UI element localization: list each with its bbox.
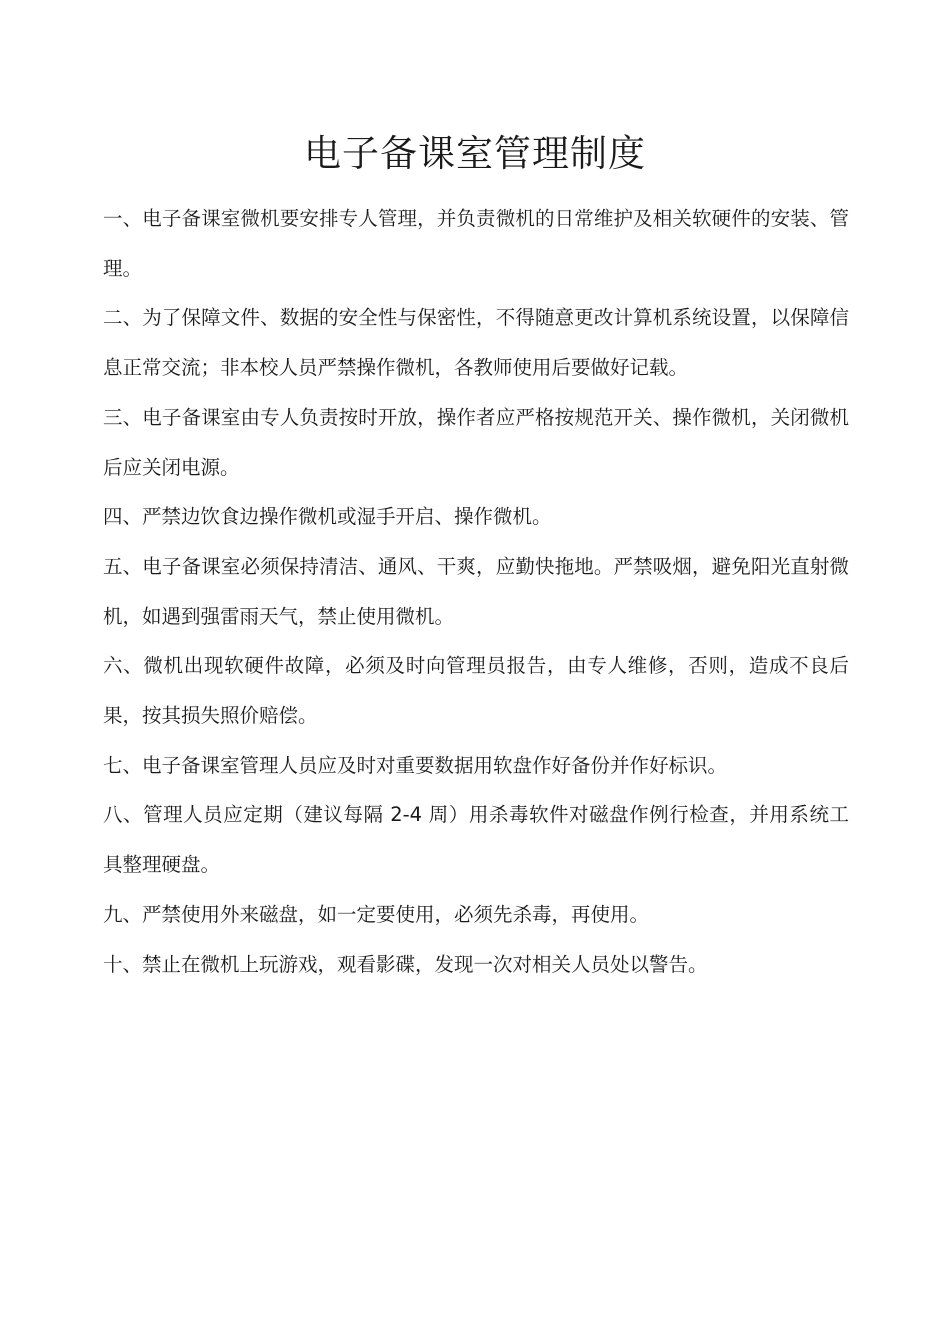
rules-list xyxy=(103,194,849,989)
rule-item: 二、为了保障文件、数据的安全性与保密性，不得随意更改计算机系统设置，以保障信息正常交流；非本校人员严禁操作微机，各教师使用后要做好记载。 xyxy=(103,306,849,380)
rule-item: 七、电子备课室管理人员应及时对重要数据用软盘作好备份并作好标识。 xyxy=(103,753,728,777)
rule-item: 十、禁止在微机上玩游戏，观看影碟，发现一次对相关人员处以警告。 xyxy=(103,952,708,976)
rule-item: 九、严禁使用外来磁盘，如一定要使用，必须先杀毒，再使用。 xyxy=(103,902,650,926)
rule-item: 八、管理人员应定期（建议每隔 2-4 周）用杀毒软件对磁盘作例行检查，并用系统工具整理硬盘。 xyxy=(103,803,849,877)
document-title: 电子备课室管理制度 xyxy=(304,132,646,175)
rule-item: 五、电子备课室必须保持清洁、通风、干爽，应勤快拖地。严禁吸烟，避免阳光直射微机，如遇到强雷雨天气，禁止使用微机。 xyxy=(103,554,849,628)
rule-item: 三、电子备课室由专人负责按时开放，操作者应严格按规范开关、操作微机，关闭微机后应关闭电源。 xyxy=(103,405,849,479)
rule-item: 四、严禁边饮食边操作微机或湿手开启、操作微机。 xyxy=(103,505,552,529)
rule-item: 一、电子备课室微机要安排专人管理，并负责微机的日常维护及相关软硬件的安装、管理。 xyxy=(103,207,849,280)
rule-item: 六、微机出现软硬件故障，必须及时向管理员报告，由专人维修，否则，造成不良后果，按其损失照价赔偿。 xyxy=(103,654,849,728)
